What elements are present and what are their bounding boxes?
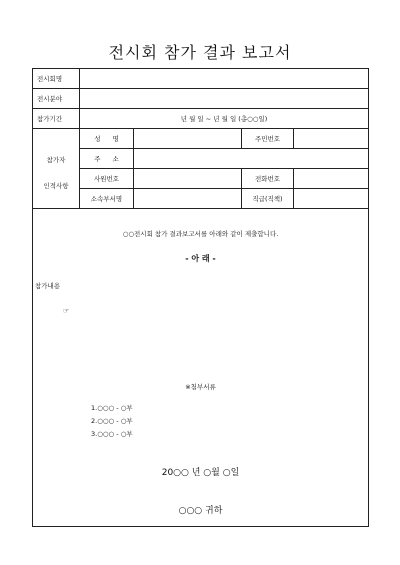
employee-no-label: 사원번호 <box>80 169 134 189</box>
participant-label: 참가자 <box>46 155 66 164</box>
report-date: 20○○ 년 ○월 ○일 <box>161 468 240 478</box>
row-period <box>33 109 369 129</box>
attachment-item: 3.○○○ - ○부 <box>91 430 133 438</box>
exhibition-name-field[interactable] <box>80 69 369 89</box>
employee-no-field[interactable] <box>134 169 242 189</box>
attachment-item: 2.○○○ - ○부 <box>91 417 133 425</box>
attachment-item: 1.○○○ - ○부 <box>91 404 133 412</box>
row-exhibition-name <box>33 69 369 89</box>
exhibition-name-label: 전시회명 <box>33 69 80 89</box>
name-field[interactable] <box>134 129 242 149</box>
name-label: 성명 <box>80 129 134 149</box>
pointer-icon: ☞ <box>63 307 70 315</box>
id-number-field[interactable] <box>294 129 369 149</box>
address-label: 주소 <box>80 149 134 169</box>
exhibition-field-label: 전시분야 <box>33 89 80 109</box>
attachments-title: ※첨부서류 <box>185 383 216 391</box>
exhibition-field-field[interactable] <box>80 89 369 109</box>
row-name <box>33 129 369 149</box>
period-value[interactable]: 년 월 일 ~ 년 월 일 (총○○일) <box>80 109 369 129</box>
id-number-label: 주민번호 <box>242 129 294 149</box>
row-address <box>33 149 369 169</box>
address-field[interactable] <box>134 149 369 169</box>
info-table <box>32 68 369 209</box>
row-employee <box>33 169 369 189</box>
document-title: 전시회 참가 결과 보고서 <box>108 43 292 62</box>
dept-label: 소속부서명 <box>80 189 134 209</box>
personal-info-label: 인적사항 <box>43 181 69 190</box>
row-exhibition-field <box>33 89 369 109</box>
submission-statement: ○○전시회 참가 결과보고서를 아래와 같이 제출합니다. <box>122 230 279 238</box>
recipient: ○○○ 귀하 <box>178 506 223 516</box>
below-heading: - 아 래 - <box>185 254 216 263</box>
phone-field[interactable] <box>294 169 369 189</box>
rank-label: 직급(직책) <box>242 189 294 209</box>
period-label: 참가기간 <box>33 109 80 129</box>
report-body <box>32 201 369 527</box>
content-label: 참가내용 <box>35 282 61 290</box>
participant-cell <box>33 129 80 209</box>
phone-label: 전화번호 <box>242 169 294 189</box>
